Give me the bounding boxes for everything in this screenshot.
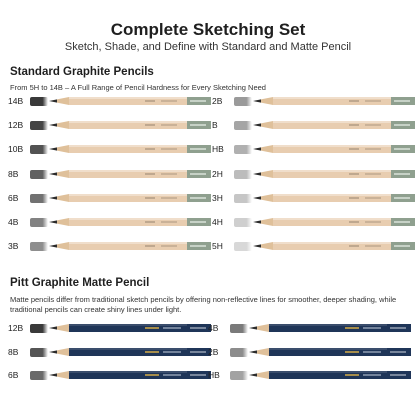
pencil-row [8, 93, 208, 109]
pencil-grade-label: B [212, 120, 218, 131]
shade-swatch [30, 371, 48, 380]
graphite-pencil-icon [253, 193, 415, 203]
page-title: Complete Sketching Set [110, 20, 306, 39]
shade-swatch [30, 324, 48, 333]
pencil-row [8, 238, 208, 254]
graphite-pencil [49, 120, 211, 130]
pencil-grade-label: 3B [8, 241, 19, 252]
graphite-pencil [49, 193, 211, 203]
graphite-pencil-icon [253, 217, 415, 227]
matte-pencil-icon [49, 370, 211, 380]
pencil-row [8, 190, 208, 206]
pencil-row [208, 367, 408, 383]
pencil-grade-label: 4H [212, 217, 223, 227]
pencil-row [212, 93, 412, 109]
shade-swatch [234, 170, 252, 179]
pencil-grade-label: 5H [212, 241, 223, 252]
shade-swatch [234, 121, 252, 130]
matte-pencil-icon [49, 323, 211, 333]
matte-pencil [249, 347, 411, 357]
matte-pencil-icon [49, 347, 211, 357]
graphite-pencil-icon [253, 120, 415, 130]
pencil-row [8, 320, 208, 336]
page-subtitle: Sketch, Shade, and Define with Standard and Matte Pencil [64, 41, 352, 53]
pencil-row [212, 214, 412, 230]
pencil-row [208, 320, 408, 336]
matte-section-heading: Pitt Graphite Matte Pencil [10, 277, 150, 289]
graphite-pencil [253, 169, 415, 179]
shade-swatch [234, 145, 252, 154]
pencil-grade-label: 12B [8, 323, 24, 333]
pencil-row [212, 166, 412, 182]
graphite-pencil-icon [49, 241, 211, 251]
pencil-row [212, 141, 412, 157]
matte-pencil [49, 370, 211, 380]
shade-swatch [230, 371, 248, 380]
pencil-grade-label: 3H [212, 192, 223, 203]
pencil-row [212, 238, 412, 254]
graphite-pencil [253, 144, 415, 154]
graphite-pencil-icon [49, 144, 211, 154]
shade-swatch [234, 97, 252, 106]
graphite-pencil [253, 193, 415, 203]
graphite-pencil [49, 217, 211, 227]
shade-swatch [234, 218, 252, 227]
pencil-grade-label: 2H [212, 168, 223, 179]
graphite-pencil-icon [49, 96, 211, 106]
shade-swatch [234, 242, 252, 251]
matte-pencil [249, 370, 411, 380]
shade-swatch [30, 348, 48, 357]
graphite-pencil [49, 96, 211, 106]
pencil-row [8, 214, 208, 230]
shade-swatch [30, 121, 48, 130]
shade-swatch [30, 97, 48, 106]
pencil-grade-label: 2B [212, 96, 223, 106]
graphite-pencil-icon [49, 193, 211, 203]
graphite-pencil [253, 96, 415, 106]
standard-section-heading: Standard Graphite Pencils [10, 66, 154, 78]
matte-pencil [249, 323, 411, 333]
matte-pencil-icon [249, 370, 411, 380]
graphite-pencil [253, 217, 415, 227]
pencil-grade-label: 10B [8, 144, 24, 155]
graphite-pencil-icon [49, 120, 211, 130]
pencil-grade-label: 8B [8, 168, 19, 179]
pencil-grade-label: 4B [8, 217, 19, 227]
pencil-grade-label: 2B [208, 346, 219, 357]
standard-section-description: From 5H to 14B – A Full Range of Pencil Hardness for Every Sketching Need [10, 83, 266, 92]
pencil-grade-label: HB [212, 144, 224, 155]
shade-swatch [234, 194, 252, 203]
shade-swatch [30, 145, 48, 154]
pencil-grade-label: 6B [8, 192, 19, 203]
pencil-row [8, 141, 208, 157]
shade-swatch [30, 218, 48, 227]
graphite-pencil-icon [253, 96, 415, 106]
graphite-pencil [253, 241, 415, 251]
graphite-pencil-icon [253, 241, 415, 251]
matte-pencil-icon [249, 347, 411, 357]
shade-swatch [230, 324, 248, 333]
pencil-grade-label: 12B [8, 120, 24, 131]
graphite-pencil-icon [253, 169, 415, 179]
pencil-grade-label: 6B [8, 370, 19, 380]
graphite-pencil [49, 144, 211, 154]
shade-swatch [30, 242, 48, 251]
pencil-row [208, 344, 408, 360]
graphite-pencil [49, 169, 211, 179]
matte-pencil [49, 347, 211, 357]
shade-swatch [230, 348, 248, 357]
graphite-pencil-icon [253, 144, 415, 154]
pencil-row [212, 190, 412, 206]
graphite-pencil-icon [49, 169, 211, 179]
matte-pencil-icon [249, 323, 411, 333]
pencil-grade-label: HB [208, 370, 220, 380]
matte-pencil [49, 323, 211, 333]
pencil-row [8, 344, 208, 360]
graphite-pencil-icon [49, 217, 211, 227]
shade-swatch [30, 170, 48, 179]
matte-section-description: Matte pencils differ from traditional sketch pencils by offering non-reflective lines for smoother, deeper shading, while traditional pencils can create shiny lines under light. [10, 295, 397, 314]
pencil-row [8, 367, 208, 383]
graphite-pencil [253, 120, 415, 130]
pencil-row [8, 117, 208, 133]
pencil-grade-label: 14B [8, 96, 24, 106]
pencil-row [8, 166, 208, 182]
graphite-pencil [49, 241, 211, 251]
pencil-grade-label: 8B [8, 346, 19, 357]
shade-swatch [30, 194, 48, 203]
pencil-grade-label: 4B [208, 323, 219, 333]
pencil-row [212, 117, 412, 133]
